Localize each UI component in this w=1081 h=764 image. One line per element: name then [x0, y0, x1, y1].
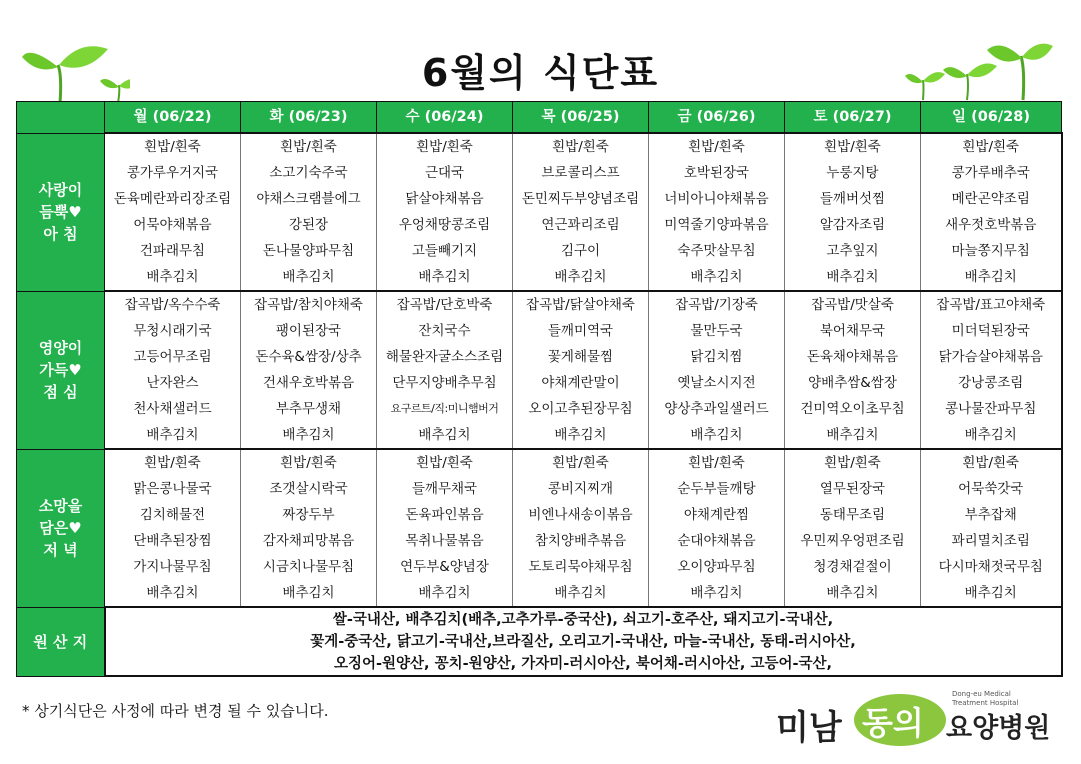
- menu-cell: 김구이: [513, 238, 649, 264]
- menu-cell: 양배추쌈&쌈장: [785, 370, 921, 396]
- menu-cell: 오이고추된장무침: [513, 396, 649, 422]
- menu-cell: 난자완스: [105, 370, 241, 396]
- menu-cell: 흰밥/흰죽: [649, 449, 785, 476]
- menu-cell: 잡곡밥/닭살야채죽: [513, 291, 649, 318]
- origin-line: 오징어-원양산, 꽁치-원양산, 가자미-러시아산, 북어채-러시아산, 고등어-국산,: [333, 655, 833, 672]
- menu-cell: 소고기숙주국: [241, 160, 377, 186]
- menu-cell: 메란곤약조림: [921, 186, 1062, 212]
- menu-cell: 연두부&양념장: [377, 554, 513, 580]
- menu-cell: 콩가루배추국: [921, 160, 1062, 186]
- origin-row: [17, 607, 1062, 676]
- menu-cell: 조갯살시락국: [241, 476, 377, 502]
- menu-cell: 참치양배추볶음: [513, 528, 649, 554]
- menu-row: [17, 160, 1062, 186]
- menu-cell: 돈나물양파무침: [241, 238, 377, 264]
- origin-label: 원 산 지: [17, 607, 105, 676]
- menu-row: [17, 449, 1062, 476]
- menu-cell: 어묵쑥갓국: [921, 476, 1062, 502]
- menu-cell: 미더덕된장국: [921, 318, 1062, 344]
- menu-cell: 흰밥/흰죽: [649, 133, 785, 160]
- meal-table: [16, 101, 1063, 677]
- hospital-logo: [776, 688, 1056, 748]
- menu-cell: 다시마채젓국무침: [921, 554, 1062, 580]
- menu-cell: 배추김치: [649, 264, 785, 291]
- menu-cell: 돈육채야채볶음: [785, 344, 921, 370]
- menu-row: [17, 238, 1062, 264]
- menu-cell: 북어채무국: [785, 318, 921, 344]
- menu-cell: 순두부들깨탕: [649, 476, 785, 502]
- menu-cell: 잡곡밥/단호박죽: [377, 291, 513, 318]
- menu-cell: 배추김치: [377, 422, 513, 449]
- meal-label: [17, 449, 105, 607]
- menu-row: [17, 186, 1062, 212]
- menu-cell: 천사채샐러드: [105, 396, 241, 422]
- menu-cell: 배추김치: [377, 580, 513, 607]
- menu-row: [17, 580, 1062, 607]
- menu-cell: 호박된장국: [649, 160, 785, 186]
- meal-label-line: 사랑이: [38, 181, 83, 199]
- menu-cell: 흰밥/흰죽: [921, 449, 1062, 476]
- menu-cell: 야채계란찜: [649, 502, 785, 528]
- sprout-right-icon: [905, 40, 1055, 102]
- menu-cell: 흰밥/흰죽: [105, 449, 241, 476]
- menu-cell: 청경채겉절이: [785, 554, 921, 580]
- meal-label: [17, 291, 105, 449]
- menu-cell: 팽이된장국: [241, 318, 377, 344]
- menu-cell: 강낭콩조림: [921, 370, 1062, 396]
- menu-cell: 숙주맛살무침: [649, 238, 785, 264]
- logo-english-line2: Treatment Hospital: [952, 699, 1019, 707]
- menu-cell: 들깨버섯찜: [785, 186, 921, 212]
- logo-text-left: 미남: [776, 708, 842, 748]
- meal-label-line: 소망을: [38, 497, 83, 515]
- menu-cell: 배추김치: [649, 580, 785, 607]
- menu-row: [17, 212, 1062, 238]
- menu-cell: 가지나물무침: [105, 554, 241, 580]
- menu-cell: 콩나물잔파무침: [921, 396, 1062, 422]
- menu-cell: 흰밥/흰죽: [921, 133, 1062, 160]
- menu-cell: 배추김치: [785, 422, 921, 449]
- menu-cell: 돈수육&쌈장/상추: [241, 344, 377, 370]
- header-corner: [17, 102, 105, 134]
- menu-cell: 근대국: [377, 160, 513, 186]
- menu-cell: 짜장두부: [241, 502, 377, 528]
- menu-cell: 너비아니야채볶음: [649, 186, 785, 212]
- menu-cell: 동태무조림: [785, 502, 921, 528]
- menu-cell: 흰밥/흰죽: [785, 449, 921, 476]
- menu-row: [17, 422, 1062, 449]
- meal-label-line: 가득♥: [39, 361, 82, 379]
- menu-cell: 해물완자굴소스조림: [377, 344, 513, 370]
- logo-english-line1: Dong-eu Medical: [952, 690, 1011, 698]
- menu-cell: 순대야채볶음: [649, 528, 785, 554]
- menu-cell: 꽈리멸치조림: [921, 528, 1062, 554]
- menu-cell: 배추김치: [649, 422, 785, 449]
- menu-cell: 강된장: [241, 212, 377, 238]
- menu-cell: 배추김치: [513, 264, 649, 291]
- menu-cell: 무청시래기국: [105, 318, 241, 344]
- menu-cell: 돈민찌두부양념조림: [513, 186, 649, 212]
- meal-label-line: 담은♥: [39, 519, 82, 537]
- menu-cell: 누룽지탕: [785, 160, 921, 186]
- logo-text-right: 요양병원: [946, 713, 1051, 744]
- day-header: 금 (06/26): [649, 102, 785, 134]
- menu-cell: 돈육파인볶음: [377, 502, 513, 528]
- menu-cell: 단배추된장찜: [105, 528, 241, 554]
- menu-cell: 건미역오이초무침: [785, 396, 921, 422]
- menu-cell: 우민찌우엉편조림: [785, 528, 921, 554]
- menu-cell: 배추김치: [377, 264, 513, 291]
- meal-label-line: 듬뿍♥: [39, 203, 82, 221]
- meal-label: [17, 133, 105, 291]
- menu-cell: 우엉채땅콩조림: [377, 212, 513, 238]
- menu-cell: 고등어무조림: [105, 344, 241, 370]
- logo-text-center: 동의: [862, 704, 924, 742]
- menu-cell: 콩가루우거지국: [105, 160, 241, 186]
- menu-cell: 건파래무침: [105, 238, 241, 264]
- menu-row: [17, 528, 1062, 554]
- menu-cell: 배추김치: [241, 422, 377, 449]
- menu-cell: 부추무생채: [241, 396, 377, 422]
- menu-cell: 잡곡밥/참치야채죽: [241, 291, 377, 318]
- day-header: 일 (06/28): [921, 102, 1062, 134]
- menu-cell: 야채스크램블에그: [241, 186, 377, 212]
- menu-row: [17, 554, 1062, 580]
- menu-cell: 맑은콩나물국: [105, 476, 241, 502]
- menu-cell: 마늘쫑지무침: [921, 238, 1062, 264]
- menu-cell: 요구르트/직:미니햄버거: [377, 396, 513, 422]
- day-header: 월 (06/22): [105, 102, 241, 134]
- origin-line: 꽃게-중국산, 닭고기-국내산,브라질산, 오리고기-국내산, 마늘-국내산, 동태-러시아산,: [310, 633, 856, 650]
- menu-cell: 브로콜리스프: [513, 160, 649, 186]
- menu-cell: 닭김치찜: [649, 344, 785, 370]
- menu-cell: 흰밥/흰죽: [105, 133, 241, 160]
- menu-cell: 흰밥/흰죽: [241, 133, 377, 160]
- menu-row: [17, 476, 1062, 502]
- menu-row: [17, 264, 1062, 291]
- menu-cell: 단무지양배추무침: [377, 370, 513, 396]
- menu-cell: 물만두국: [649, 318, 785, 344]
- menu-cell: 새우젓호박볶음: [921, 212, 1062, 238]
- menu-cell: 배추김치: [513, 580, 649, 607]
- menu-cell: 꽃게해물찜: [513, 344, 649, 370]
- day-header: 수 (06/24): [377, 102, 513, 134]
- menu-cell: 시금치나물무침: [241, 554, 377, 580]
- menu-cell: 돈육메란꽈리장조림: [105, 186, 241, 212]
- menu-row: [17, 502, 1062, 528]
- menu-cell: 잔치국수: [377, 318, 513, 344]
- menu-cell: 김치해물전: [105, 502, 241, 528]
- menu-cell: 잡곡밥/맛살죽: [785, 291, 921, 318]
- menu-cell: 들깨무채국: [377, 476, 513, 502]
- meal-label-line: 저 녁: [43, 541, 78, 559]
- menu-cell: 알감자조림: [785, 212, 921, 238]
- menu-cell: 흰밥/흰죽: [513, 449, 649, 476]
- menu-row: [17, 370, 1062, 396]
- menu-cell: 배추김치: [921, 580, 1062, 607]
- menu-cell: 닭가슴살야채볶음: [921, 344, 1062, 370]
- meal-label-line: 영양이: [38, 339, 83, 357]
- menu-cell: 콩비지찌개: [513, 476, 649, 502]
- menu-cell: 배추김치: [241, 580, 377, 607]
- day-header: 토 (06/27): [785, 102, 921, 134]
- menu-cell: 배추김치: [513, 422, 649, 449]
- menu-cell: 감자채피망볶음: [241, 528, 377, 554]
- menu-cell: 배추김치: [105, 264, 241, 291]
- menu-cell: 흰밥/흰죽: [377, 133, 513, 160]
- menu-cell: 흰밥/흰죽: [241, 449, 377, 476]
- menu-cell: 연근꽈리조림: [513, 212, 649, 238]
- menu-cell: 배추김치: [105, 422, 241, 449]
- menu-row: [17, 344, 1062, 370]
- menu-cell: 미역줄기양파볶음: [649, 212, 785, 238]
- menu-cell: 건새우호박볶음: [241, 370, 377, 396]
- menu-cell: 열무된장국: [785, 476, 921, 502]
- menu-cell: 배추김치: [241, 264, 377, 291]
- menu-cell: 도토리묵야채무침: [513, 554, 649, 580]
- menu-cell: 배추김치: [785, 264, 921, 291]
- origin-content: [105, 607, 1062, 676]
- menu-cell: 잡곡밥/옥수수죽: [105, 291, 241, 318]
- disclaimer-note: * 상기식단은 사정에 따라 변경 될 수 있습니다.: [22, 702, 329, 720]
- menu-cell: 닭살야채볶음: [377, 186, 513, 212]
- origin-line: 쌀-국내산, 배추김치(배추,고추가루-중국산), 쇠고기-호주산, 돼지고기-국내산,: [332, 611, 834, 628]
- menu-cell: 어묵야채볶음: [105, 212, 241, 238]
- menu-row: [17, 396, 1062, 422]
- menu-cell: 흰밥/흰죽: [513, 133, 649, 160]
- menu-cell: 잡곡밥/기장죽: [649, 291, 785, 318]
- menu-cell: 배추김치: [105, 580, 241, 607]
- menu-cell: 오이양파무침: [649, 554, 785, 580]
- menu-row: [17, 291, 1062, 318]
- menu-cell: 흰밥/흰죽: [785, 133, 921, 160]
- day-header: 화 (06/23): [241, 102, 377, 134]
- menu-cell: 흰밥/흰죽: [377, 449, 513, 476]
- header-row: [17, 102, 1062, 134]
- meal-label-line: 점 심: [43, 383, 78, 401]
- menu-cell: 잡곡밥/표고야채죽: [921, 291, 1062, 318]
- meal-label-line: 아 침: [43, 225, 78, 243]
- day-header: 목 (06/25): [513, 102, 649, 134]
- menu-cell: 배추김치: [921, 422, 1062, 449]
- menu-cell: 목취나물볶음: [377, 528, 513, 554]
- menu-cell: 비엔나새송이볶음: [513, 502, 649, 528]
- menu-cell: 배추김치: [921, 264, 1062, 291]
- menu-cell: 고들빼기지: [377, 238, 513, 264]
- menu-cell: 야채계란말이: [513, 370, 649, 396]
- menu-cell: 고추잎지: [785, 238, 921, 264]
- menu-cell: 부추잡채: [921, 502, 1062, 528]
- menu-row: [17, 133, 1062, 160]
- menu-row: [17, 318, 1062, 344]
- menu-cell: 들깨미역국: [513, 318, 649, 344]
- page-title: 6월의 식단표: [421, 51, 660, 95]
- menu-cell: 옛날소시지전: [649, 370, 785, 396]
- menu-cell: 배추김치: [785, 580, 921, 607]
- sprout-left-icon: [20, 35, 130, 105]
- menu-cell: 양상추과일샐러드: [649, 396, 785, 422]
